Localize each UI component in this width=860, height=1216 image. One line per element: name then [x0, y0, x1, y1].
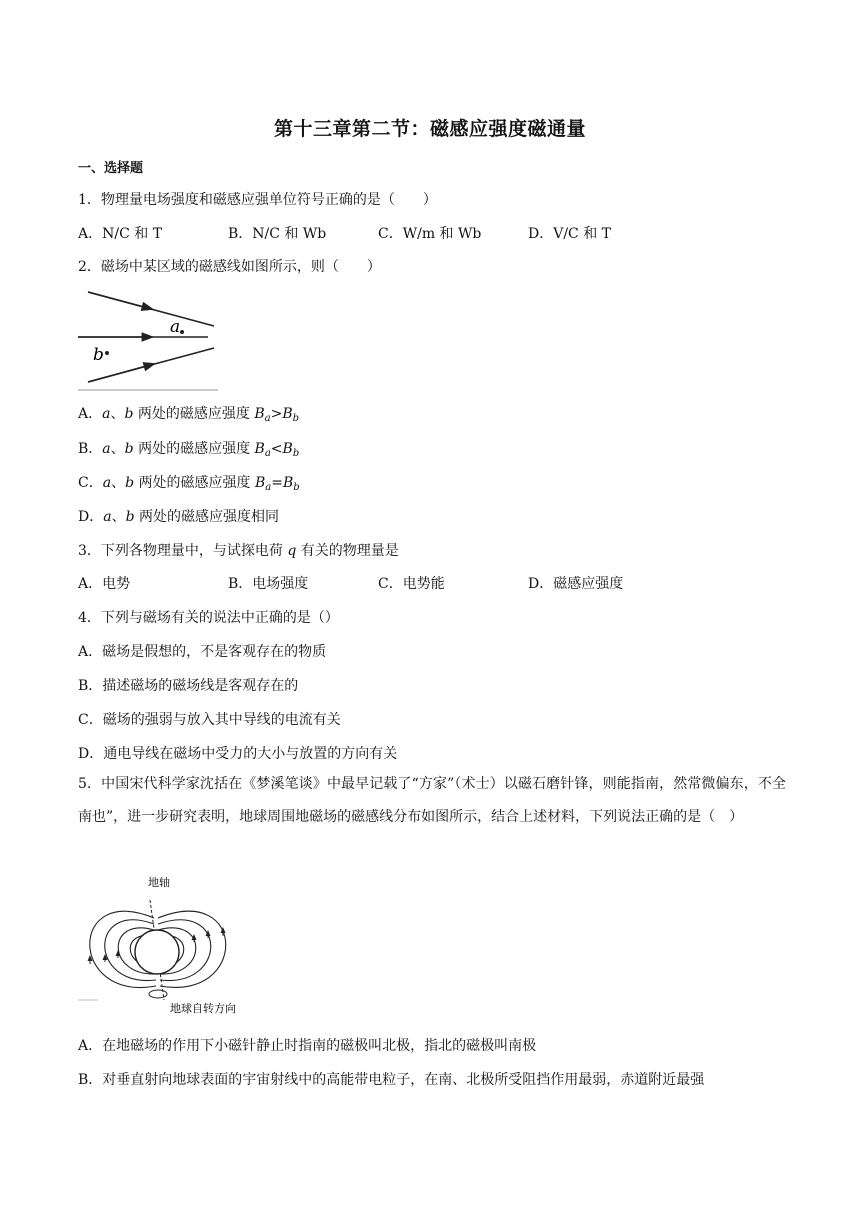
q4-option-b[interactable]: B．描述磁场的磁场线是客观存在的 [78, 678, 299, 694]
question-3-stem: 3．下列各物理量中，与试探电荷 q 有关的物理量是 [78, 543, 399, 559]
q1-option-b[interactable]: B．N/C 和 Wb [228, 226, 327, 242]
q4-option-a[interactable]: A．磁场是假想的，不是客观存在的物质 [78, 644, 327, 660]
q1-option-d[interactable]: D．V/C 和 T [528, 226, 612, 242]
q3-option-c[interactable]: C．电势能 [378, 576, 445, 592]
earth-magnetic-field-figure [78, 872, 258, 1022]
earth-rotation-label: 地球自转方向 [170, 1002, 236, 1015]
magnetic-field-lines-figure [78, 286, 218, 392]
page-title: 第十三章第二节：磁感应强度磁通量 [273, 118, 586, 140]
q2-option-c[interactable]: C．a、b 两处的磁感应强度 $B_a=B_b$ [78, 475, 300, 493]
point-b-label: b [93, 345, 104, 365]
q2-option-b[interactable]: B．a、b 两处的磁感应强度 $B_a<B_b$ [78, 441, 300, 459]
q4-option-c[interactable]: C．磁场的强弱与放入其中导线的电流有关 [78, 712, 341, 728]
question-5-stem: 5．中国宋代科学家沈括在《梦溪笔谈》中最早记载了“方家”（术士）以磁石磨针锋，则能指南，然常微偏东，不全南也”，进一步研究表明，地球周围地磁场的磁感线分布如图所示，结合上述材料，下列说法正确的是（ ） [78, 776, 786, 825]
q5-option-a[interactable]: A．在地磁场的作用下小磁针静止时指南的磁极叫北极，指北的磁极叫南极 [78, 1038, 537, 1054]
q3-option-b[interactable]: B．电场强度 [228, 576, 309, 592]
question-1-stem: 1．物理量电场强度和磁感应强单位符号正确的是（ ） [78, 192, 437, 208]
q5-option-b[interactable]: B．对垂直射向地球表面的宇宙射线中的高能带电粒子，在南、北极所受阻挡作用最弱，赤道附近最强 [78, 1072, 705, 1088]
q4-option-d[interactable]: D．通电导线在磁场中受力的大小与放置的方向有关 [78, 746, 398, 762]
q3-option-a[interactable]: A．电势 [78, 576, 131, 592]
earth-axis-label: 地轴 [148, 876, 170, 889]
q2-option-a[interactable]: A．a、b 两处的磁感应强度 $B_a>B_b$ [78, 406, 300, 424]
point-a-label: a [170, 317, 181, 337]
section-heading: 一、选择题 [78, 161, 144, 176]
q1-option-a[interactable]: A．N/C 和 T [78, 226, 163, 242]
question-2-stem: 2．磁场中某区域的磁感线如图所示，则（ ） [78, 259, 381, 275]
q3-option-d[interactable]: D．磁感应强度 [528, 576, 624, 592]
q1-option-c[interactable]: C．W/m 和 Wb [378, 226, 482, 242]
q2-option-d[interactable]: D．a、b 两处的磁感应强度相同 [78, 509, 280, 525]
question-4-stem: 4．下列与磁场有关的说法中正确的是（） [78, 610, 339, 626]
